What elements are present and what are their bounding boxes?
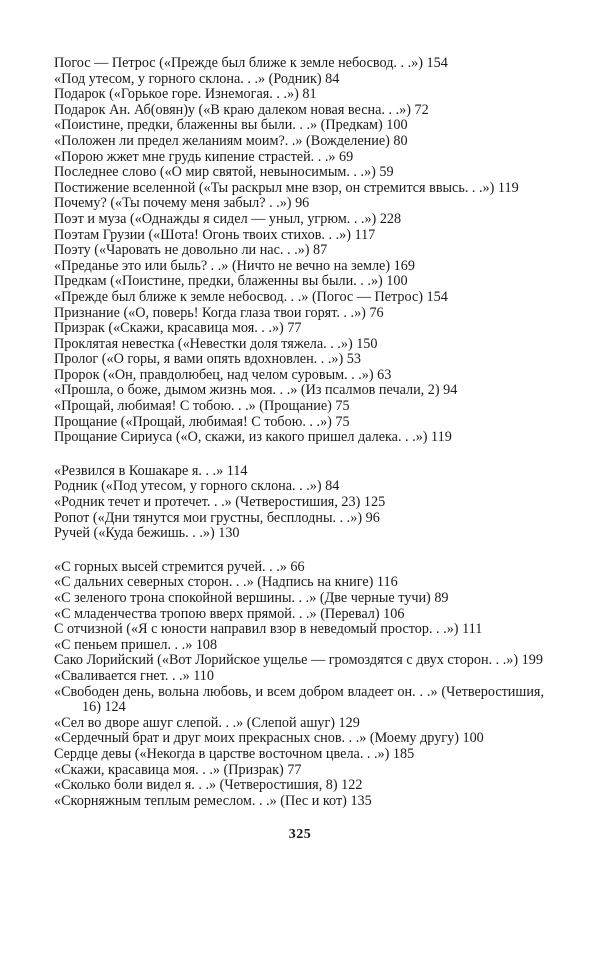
index-group [54, 56, 544, 446]
index-entry: «Порою жжет мне грудь кипение страстей. . .» 69 [54, 148, 354, 165]
index-entry: «Положен ли предел желаниям моим?. .» (Вожделение) 80 [54, 132, 408, 149]
index-entry: «Родник течет и протечет. . .» (Четверостишия, 23) 125 [54, 494, 386, 511]
index-entry: «Сел во дворе ашуг слепой. . .» (Слепой ашуг) 129 [54, 714, 360, 731]
index-entry: Признание («О, поверь! Когда глаза твои горят. . .») 76 [54, 304, 384, 321]
index-entry: «Скажи, красавица моя. . .» (Призрак) 77 [54, 761, 302, 778]
index-entry: «Резвился в Кошакаре я. . .» 114 [54, 462, 248, 479]
index-entry: Пророк («Он, правдолюбец, над челом суровым. . .») 63 [54, 366, 392, 383]
index-entry: «С пеньем пришел. . .» 108 [54, 636, 218, 653]
index-entry: Прощание Сириуса («О, скажи, из какого пришел далека. . .») 119 [54, 429, 452, 446]
index-group [54, 464, 544, 542]
index-entry: Родник («Под утесом, у горного склона. . .») 84 [54, 478, 340, 495]
index-entry: Сердце девы («Некогда в царстве восточном цвела. . .») 185 [54, 745, 415, 762]
index-entry: «Сваливается гнет. . .» 110 [54, 667, 214, 684]
page-number: 325 [288, 827, 312, 842]
index-entry: «Сердечный брат и друг моих прекрасных снов. . .» (Моему другу) 100 [54, 730, 484, 747]
index-entry: С отчизной («Я с юности направил взор в неведомый простор. . .») 111 [54, 621, 483, 638]
index-entry: Пролог («О горы, я вами опять вдохновлен. . .») 53 [54, 351, 361, 368]
index-entry: Призрак («Скажи, красавица моя. . .») 77 [54, 320, 302, 337]
index-entry: «С зеленого трона спокойной вершины. . .» (Две черные тучи) 89 [54, 590, 449, 606]
index-entry: Последнее слово («О мир святой, невыносимым. . .») 59 [54, 164, 394, 181]
index-entry: Ропот («Дни тянутся мои грустны, бесплодны. . .») 96 [54, 509, 380, 526]
index-entry: Поэтам Грузии («Шота! Огонь твоих стихов. . .») 117 [54, 226, 376, 243]
index-entry: «Сколько боли видел я. . .» (Четверостишия, 8) 122 [54, 777, 363, 794]
index-entry: «С горных высей стремится ручей. . .» 66 [54, 558, 305, 575]
index-entry: Прощание («Прощай, любимая! С тобою. . .») 75 [54, 413, 350, 430]
index-entry: «Под утесом, у горного склона. . .» (Родник) 84 [54, 70, 340, 87]
index-entry: Подарок Ан. Аб(овян)у («В краю далеком новая весна. . .») 72 [54, 101, 429, 118]
index-entry: Поэт и муза («Однажды я сидел — уныл, угрюм. . .») 228 [54, 210, 402, 227]
index-entry: Поэту («Чаровать не довольно ли нас. . .») 87 [54, 242, 328, 259]
index-entry: «Прощай, любимая! С тобою. . .» (Прощание) 75 [54, 398, 350, 415]
index-entry: Подарок («Горькое горе. Изнемогая. . .») 81 [54, 86, 317, 103]
index-entry: Предкам («Поистине, предки, блаженны вы были. . .») 100 [54, 273, 408, 290]
index-group [54, 560, 544, 810]
index-entry: «Преданье это или быль? . .» (Ничто не вечно на земле) 169 [54, 257, 415, 274]
index-entry: «Прежде был ближе к земле небосвод. . .» (Погос — Петрос) 154 [54, 288, 448, 305]
index-entry: «Поистине, предки, блаженны вы были. . .» (Предкам) 100 [54, 117, 408, 134]
index-entry: Проклятая невестка («Невестки доля тяжела. . .») 150 [54, 335, 378, 352]
index-entry: Ручей («Куда бежишь. . .») 130 [54, 525, 240, 542]
index-of-titles [54, 56, 544, 809]
index-entry: Погос — Петрос («Прежде был ближе к земле небосвод. . .») 154 [54, 55, 448, 71]
index-entry: «С дальних северных сторон. . .» (Надпись на книге) 116 [54, 574, 398, 591]
index-entry: Сако Лорийский («Вот Лорийское ущелье — громоздятся с двух сторон. . .») 199 [54, 652, 543, 669]
index-entry: Почему? («Ты почему меня забыл? . .») 96 [54, 195, 310, 212]
index-entry: Постижение вселенной («Ты раскрыл мне взор, он стремится ввысь. . .») 119 [54, 179, 519, 196]
index-entry: «Скорняжным теплым ремеслом. . .» (Пес и кот) 135 [54, 792, 372, 809]
index-entry: «С младенчества тропою вверх прямой. . .» (Перевал) 106 [54, 605, 405, 622]
index-entry: «Прошла, о боже, дымом жизнь моя. . .» (Из псалмов печали, 2) 94 [54, 382, 458, 399]
index-entry: «Свободен день, вольна любовь, и всем добром владеет он. . .» (Четверостишия, 16) 124 [54, 683, 544, 716]
